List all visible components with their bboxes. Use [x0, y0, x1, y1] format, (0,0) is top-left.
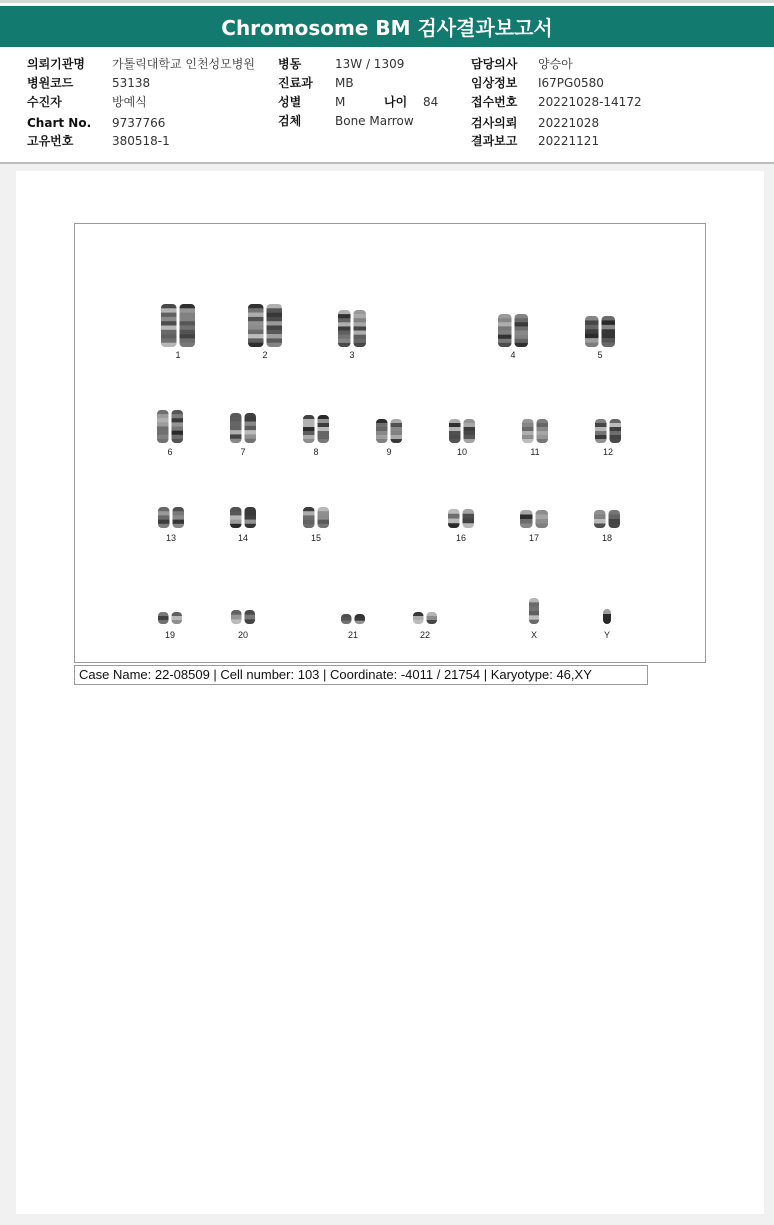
report-title-text: Chromosome BM 검사결과보고서	[221, 16, 553, 40]
chromosome-5	[585, 316, 615, 347]
request-date-label: 검사의뢰	[471, 116, 518, 130]
department-label: 진료과	[278, 76, 313, 90]
chromosome-13	[158, 507, 184, 528]
receipt-no-value: 20221028-14172	[538, 95, 642, 109]
chromosome-label-3: 3	[349, 350, 355, 360]
specimen-label: 검체	[278, 114, 302, 128]
patient-header	[0, 47, 774, 162]
chromosome-14	[230, 507, 256, 528]
chromosome-label-10: 10	[456, 447, 467, 457]
hospital-code-value: 53138	[112, 76, 151, 90]
chromosome-6	[157, 410, 183, 443]
unique-no-value: 380518-1	[112, 134, 170, 148]
chromosome-1	[161, 304, 195, 347]
chart-no-label: Chart No.	[27, 116, 92, 130]
chromosome-y	[603, 609, 611, 624]
request-date-value: 20221028	[538, 116, 600, 130]
chromosome-20	[231, 610, 255, 624]
chromosome-label-7: 7	[240, 447, 246, 457]
chromosome-19	[158, 612, 182, 624]
chromosome-label-2: 2	[262, 350, 268, 360]
chromosome-label-5: 5	[597, 350, 603, 360]
chromosome-10	[449, 419, 475, 443]
chromosome-9	[376, 419, 402, 443]
chromosome-label-x: X	[530, 630, 537, 640]
case-info-bar	[74, 665, 648, 685]
clinical-info-value: I67PG0580	[538, 76, 604, 90]
report-date-label: 결과보고	[471, 134, 518, 148]
doctor-value: 양승아	[538, 57, 573, 71]
chromosome-label-6: 6	[167, 447, 173, 457]
department-value: MB	[335, 76, 354, 90]
chromosome-label-y: Y	[603, 630, 610, 640]
report-title	[0, 6, 774, 47]
chromosome-label-12: 12	[602, 447, 613, 457]
chromosome-label-15: 15	[310, 533, 321, 543]
patient-label: 수진자	[27, 95, 62, 109]
institution-value: 가톨릭대학교 인천성모병원	[112, 57, 255, 71]
report-date-value: 20221121	[538, 134, 600, 148]
chromosome-label-18: 18	[601, 533, 612, 543]
chromosome-16	[448, 509, 474, 528]
unique-no-label: 고유번호	[27, 134, 74, 148]
chromosome-label-20: 20	[237, 630, 248, 640]
chromosome-label-17: 17	[528, 533, 539, 543]
chromosome-3	[338, 310, 366, 347]
sex-value: M	[335, 95, 346, 109]
chromosome-7	[230, 413, 256, 443]
chromosome-11	[522, 419, 548, 443]
chromosome-2	[248, 304, 282, 347]
chromosome-label-19: 19	[164, 630, 175, 640]
sex-label: 성별	[278, 95, 302, 109]
institution-label: 의뢰기관명	[27, 57, 85, 71]
clinical-info-label: 임상정보	[471, 76, 518, 90]
specimen-value: Bone Marrow	[335, 114, 414, 128]
chromosome-8	[303, 415, 329, 443]
chromosome-label-16: 16	[455, 533, 466, 543]
patient-value: 방예식	[112, 95, 147, 109]
chromosome-label-4: 4	[510, 350, 516, 360]
chromosome-label-13: 13	[165, 533, 176, 543]
chromosome-label-21: 21	[347, 630, 358, 640]
chart-no-value: 9737766	[112, 116, 166, 130]
chromosome-21	[341, 614, 365, 624]
chromosome-label-11: 11	[530, 447, 540, 457]
chromosome-4	[498, 314, 528, 347]
age-value: 84	[423, 95, 439, 109]
chromosome-12	[595, 419, 621, 443]
age-label: 나이	[384, 95, 408, 109]
top-rule	[0, 0, 774, 3]
chromosome-17	[520, 510, 548, 528]
chromosome-label-9: 9	[386, 447, 392, 457]
ward-value: 13W / 1309	[335, 57, 405, 71]
chromosome-22	[413, 612, 437, 624]
chromosome-label-22: 22	[419, 630, 430, 640]
hospital-code-label: 병원코드	[27, 76, 74, 90]
chromosome-label-8: 8	[313, 447, 319, 457]
karyogram-image	[74, 223, 706, 663]
doctor-label: 담당의사	[471, 57, 518, 71]
case-info-text: Case Name: 22-08509 | Cell number: 103 | Coordinate: -4011 / 21754 | Karyotype: 46,XY	[79, 667, 592, 682]
receipt-no-label: 접수번호	[471, 95, 518, 109]
ward-label: 병동	[278, 57, 302, 71]
chromosome-15	[303, 507, 329, 528]
chromosome-label-14: 14	[237, 533, 248, 543]
chromosome-x	[529, 598, 539, 624]
chromosome-18	[594, 510, 620, 528]
chromosome-label-1: 1	[175, 350, 181, 360]
